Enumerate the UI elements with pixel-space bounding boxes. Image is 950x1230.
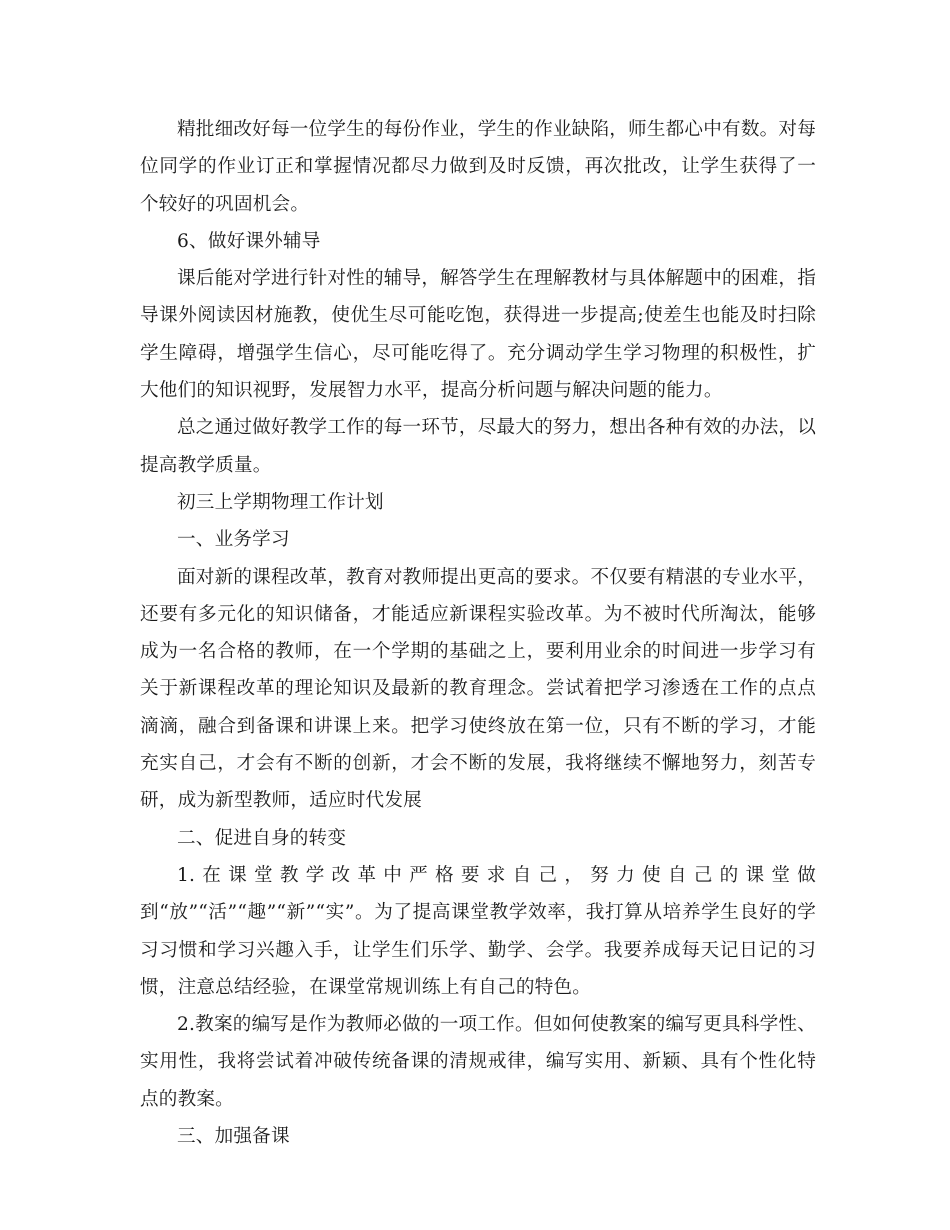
heading-extracurricular-tutoring: 6、做好课外辅导 xyxy=(177,230,321,252)
heading-work-plan: 初三上学期物理工作计划 xyxy=(177,491,384,513)
heading-professional-study: 一、业务学习 xyxy=(177,529,290,551)
document-body xyxy=(140,111,816,1155)
paragraph-classroom-reform: 1.在课堂教学改革中严格要求自己，努力使自己的课堂做到“放”“活”“趣”“新”“实”。为了提高课堂教学效率，我打算从培养学生良好的学习习惯和学习兴趣入手，让学生们乐学、勤学、会学。我要养成每天记日记的习惯，注意总结经验，在课堂常规训练上有自己的特色。 xyxy=(140,864,816,998)
paragraph-professional-study: 面对新的课程改革，教育对教师提出更高的要求。不仅要有精湛的专业水平，还要有多元化的知识储备，才能适应新课程实验改革。为不被时代所淘汰，能够成为一名合格的教师，在一个学期的基础之上，要利用业余的时间进一步学习有关于新课程改革的理论知识及最新的教育理念。尝试着把学习渗透在工作的点点滴滴，融合到备课和讲课上来。把学习使终放在第一位，只有不断的学习，才能充实自己，才会有不断的创新，才会不断的发展，我将继续不懈地努力，刻苦专研，成为新型教师，适应时代发展 xyxy=(140,566,816,812)
paragraph-summary: 总之通过做好教学工作的每一环节，尽最大的努力，想出各种有效的办法，以提高教学质量。 xyxy=(140,417,816,476)
heading-self-transformation: 二、促进自身的转变 xyxy=(177,827,347,849)
paragraph-homework-correction: 精批细改好每一位学生的每份作业，学生的作业缺陷，师生都心中有数。对每位同学的作业订正和掌握情况都尽力做到及时反馈，再次批改，让学生获得了一个较好的巩固机会。 xyxy=(140,119,816,215)
paragraph-tutoring: 课后能对学进行针对性的辅导，解答学生在理解教材与具体解题中的困难，指导课外阅读因材施教，使优生尽可能吃饱，获得进一步提高;使差生也能及时扫除学生障碍，增强学生信心，尽可能吃得了。充分调动学生学习物理的积极性，扩大他们的知识视野，发展智力水平，提高分析问题与解决问题的能力。 xyxy=(140,268,816,402)
heading-strengthen-preparation: 三、加强备课 xyxy=(177,1126,290,1148)
paragraph-lesson-plans: 2.教案的编写是作为教师必做的一项工作。但如何使教案的编写更具科学性、实用性，我将尝试着冲破传统备课的清规戒律，编写实用、新颖、具有个性化特点的教案。 xyxy=(140,1014,816,1110)
